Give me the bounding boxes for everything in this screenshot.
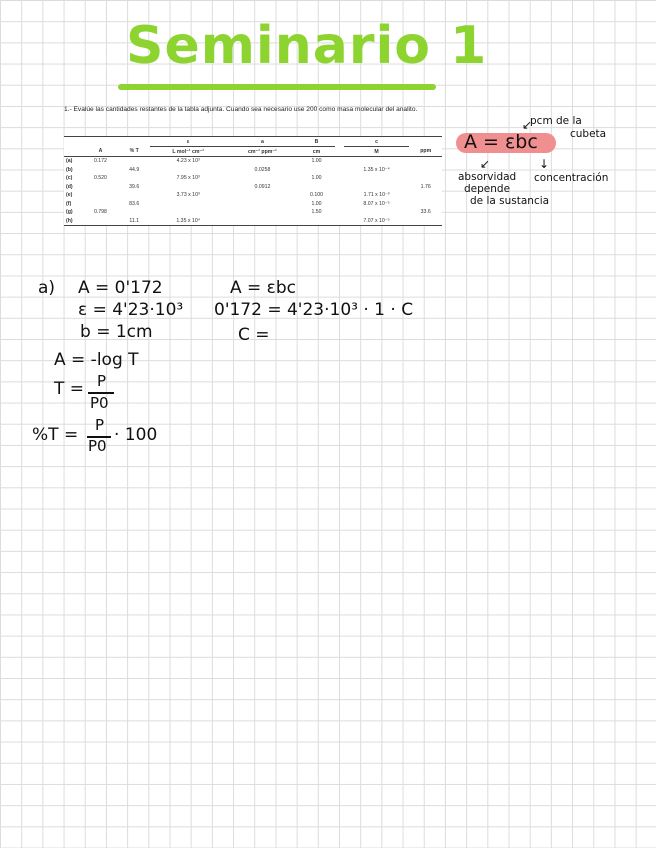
table-cell: 0.172 <box>93 158 107 165</box>
table-cell: (h) <box>64 217 82 226</box>
arrow-icon: ↙ <box>522 118 533 132</box>
table-cell: 1.50 <box>311 209 322 216</box>
table-cell: (b) <box>66 166 73 173</box>
table-cell <box>227 157 298 166</box>
table-cell <box>227 191 298 200</box>
table-cell <box>335 200 344 209</box>
table-header-cell: c <box>344 137 410 147</box>
table-cell <box>335 217 344 226</box>
table-cell: 1.00 <box>311 158 322 165</box>
work-epsilon-value: ε = 4'23·10³ <box>78 300 184 320</box>
table-header-cell: M <box>344 147 410 157</box>
table-header-cell: A <box>82 147 119 157</box>
table-cell: (f) <box>66 200 72 207</box>
table-cell <box>335 174 344 183</box>
table-header-cell <box>409 137 442 147</box>
table-cell: 39.6 <box>129 183 140 190</box>
table-cell: 8.07 x 10⁻⁵ <box>363 200 390 207</box>
table-header-cell: B <box>298 137 335 147</box>
table-header-cell: ε <box>150 137 227 147</box>
table-row <box>64 200 442 209</box>
table-cell <box>150 208 227 217</box>
table-cell: 0.798 <box>93 209 107 216</box>
work-formula: A = εbc <box>230 278 297 298</box>
table-header-cell: % T <box>119 147 150 157</box>
table-cell <box>409 217 442 226</box>
problem-statement: 1.- Evalúe las cantidades restantes de la tabla adjunta. Cuando sea necesario use 200 como masa molecular del analito. <box>64 106 418 113</box>
table-cell <box>344 208 410 217</box>
table-cell: (e) <box>66 192 73 199</box>
table-row <box>64 191 442 200</box>
table-cell <box>150 166 227 175</box>
work-part-a-label: a) <box>38 278 56 298</box>
table-cell <box>344 157 410 166</box>
table-header-cell <box>335 147 344 157</box>
table-cell <box>227 174 298 183</box>
table-cell: (c) <box>66 175 73 182</box>
table-cell: (g) <box>66 209 73 216</box>
note-cm-cubeta-line2: cubeta <box>570 128 607 140</box>
page-title: Seminario 1 <box>126 16 488 76</box>
table-cell <box>409 174 442 183</box>
table-cell: 4.23 x 10³ <box>176 158 200 165</box>
table-row <box>64 174 442 183</box>
table-cell <box>227 200 298 209</box>
arrow-icon: ↓ <box>539 157 550 171</box>
work-a-value: A = 0'172 <box>78 278 163 298</box>
table-cell <box>82 166 119 175</box>
table-cell: (d) <box>66 183 73 190</box>
table-cell: 0.100 <box>310 192 324 199</box>
table-cell <box>119 157 150 166</box>
table-cell: 1.35 x 10⁻⁴ <box>363 166 390 173</box>
table-cell <box>119 174 150 183</box>
table-cell: 83.6 <box>129 200 140 207</box>
table-cell: 1.71 x 10⁻³ <box>363 192 390 199</box>
table-cell <box>409 191 442 200</box>
table-cell: 0.0258 <box>254 166 271 173</box>
work-substitution: 0'172 = 4'23·10³ · 1 · C <box>214 300 414 320</box>
table-header-row-units <box>64 147 442 157</box>
table-header-cell <box>64 137 82 147</box>
table-cell: 33.6 <box>420 209 431 216</box>
table-cell <box>298 217 335 226</box>
formula-text: A = εbc <box>464 131 538 153</box>
note-absortividad-line2: depende <box>464 183 511 195</box>
table-header-cell: L mol⁻¹ cm⁻¹ <box>150 147 227 157</box>
table-cell <box>82 183 119 192</box>
table-cell: 0.520 <box>93 175 107 182</box>
table-cell <box>409 200 442 209</box>
table-cell: 44.9 <box>129 166 140 173</box>
work-percentT-numerator: P <box>95 416 105 434</box>
table-cell: 7.07 x 10⁻⁵ <box>344 217 410 226</box>
table-row <box>64 166 442 175</box>
table-cell <box>150 183 227 192</box>
table-cell: 3.73 x 10³ <box>176 192 200 199</box>
work-T-numerator: P <box>97 372 107 390</box>
table-cell <box>335 208 344 217</box>
table-header-cell <box>82 137 119 147</box>
table-header-row-top <box>64 137 442 147</box>
table-row <box>64 183 442 192</box>
work-T-denominator: P0 <box>90 394 109 412</box>
table-header-cell: a <box>227 137 298 147</box>
table-cell <box>119 208 150 217</box>
table-cell <box>409 157 442 166</box>
work-percentT-denominator: P0 <box>88 437 107 455</box>
table-cell <box>298 166 335 175</box>
table-cell <box>82 200 119 209</box>
arrow-icon: ↙ <box>480 157 491 171</box>
table-cell: 1.76 <box>420 183 431 190</box>
table-header-cell <box>119 137 150 147</box>
work-c-equation: C = <box>238 325 270 345</box>
work-percentT-equation: %T = <box>32 425 79 445</box>
table-cell <box>344 174 410 183</box>
table-header-cell <box>64 147 82 157</box>
data-table <box>64 136 442 226</box>
work-b-value: b = 1cm <box>80 322 153 342</box>
table-header-cell: ppm <box>409 147 442 157</box>
table-header-cell: cm⁻¹ ppm⁻¹ <box>227 147 298 157</box>
note-cm-cubeta-line1: pcm de la <box>530 115 582 127</box>
work-times-100: · 100 <box>114 425 158 445</box>
note-absortividad-line1: absorvidad <box>458 171 517 183</box>
note-absortividad-line3: de la sustancia <box>470 195 550 207</box>
table-cell <box>82 191 119 200</box>
table-header-cell <box>335 137 344 147</box>
table-cell <box>335 157 344 166</box>
table-cell <box>335 183 344 192</box>
table-cell: 0.0912 <box>254 183 271 190</box>
table-cell <box>82 217 119 226</box>
table-cell <box>227 217 298 226</box>
note-concentracion: concentración <box>534 172 609 184</box>
work-log-relation: A = -log T <box>54 350 139 370</box>
table-cell: 7.95 x 10³ <box>176 175 200 182</box>
table-cell: 1.00 <box>311 175 322 182</box>
table-cell <box>119 191 150 200</box>
table-row <box>64 217 442 226</box>
table-cell <box>150 200 227 209</box>
title-underline <box>118 84 436 90</box>
table-cell: 11.1 <box>119 217 150 226</box>
table-cell <box>344 183 410 192</box>
table-header-cell: cm <box>298 147 335 157</box>
table-row <box>64 208 442 217</box>
table-cell <box>298 183 335 192</box>
table-cell: 1.00 <box>311 200 322 207</box>
work-T-equation: T = <box>54 379 85 399</box>
table-cell <box>335 166 344 175</box>
table-cell <box>227 208 298 217</box>
table-row <box>64 157 442 166</box>
table-cell <box>409 166 442 175</box>
table-cell: 1.35 x 10⁴ <box>150 217 227 226</box>
table-cell: (a) <box>66 158 73 165</box>
table-cell <box>335 191 344 200</box>
